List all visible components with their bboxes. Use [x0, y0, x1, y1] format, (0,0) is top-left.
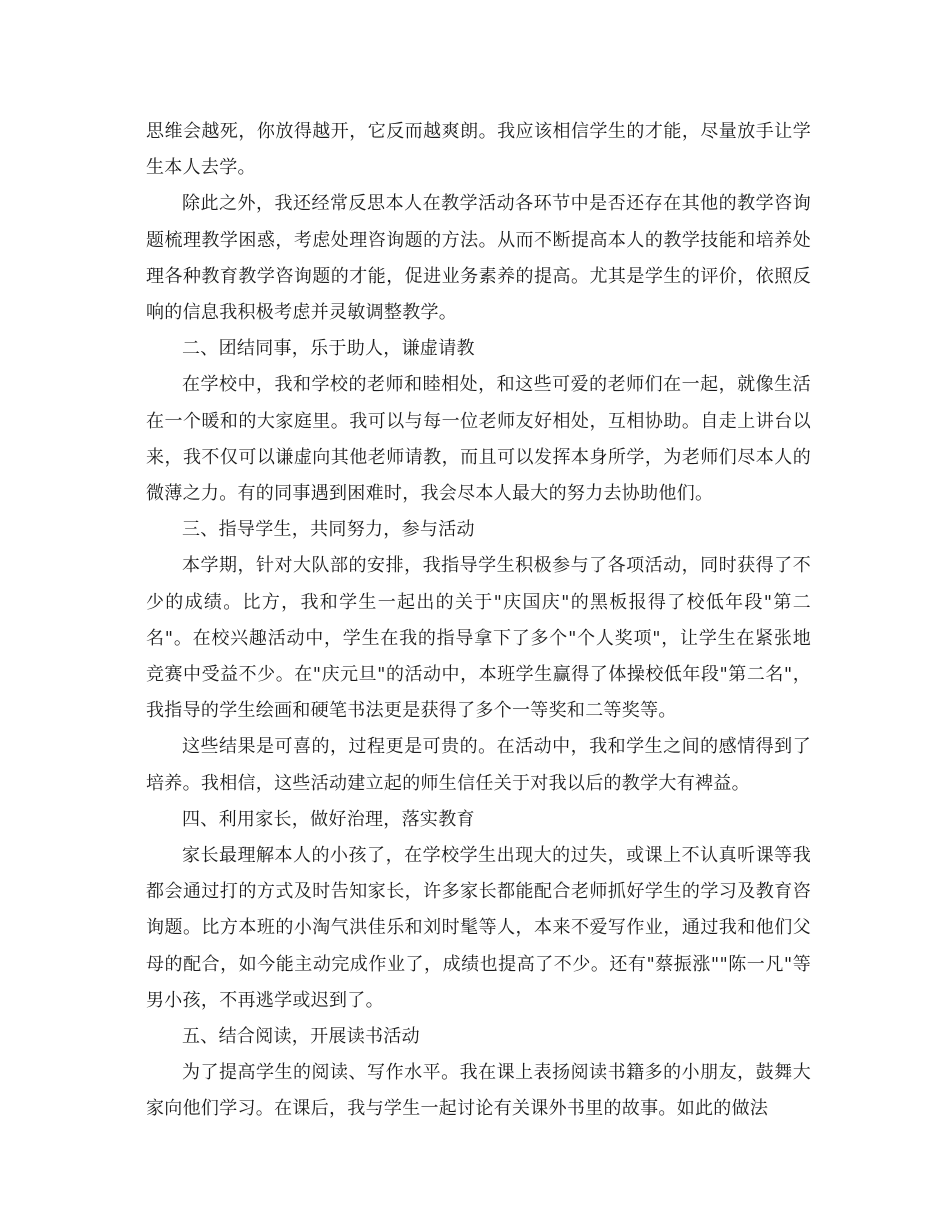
paragraph-1: 思维会越死，你放得越开，它反而越爽朗。我应该相信学生的才能，尽量放手让学生本人去学。 [146, 121, 811, 179]
paragraph-4: 本学期，针对大队部的安排，我指导学生积极参与了各项活动，同时获得了不少的成绩。比方，我和学生一起出的关于"庆国庆"的黑板报得了校低年段"第二名"。在校兴趣活动中，学生在我的指导拿下了多个"个人奖项"，让学生在紧张地竞赛中受益不少。在"庆元旦"的活动中，本班学生赢得了体操校低年段"第二名"，我指导的学生绘画和硬笔书法更是获得了多个一等奖和二等奖等。 [146, 555, 811, 722]
section-heading-2: 二、团结同事，乐于助人，谦虚请教 [182, 338, 475, 360]
paragraph-7: 为了提高学生的阅读、写作水平。我在课上表扬阅读书籍多的小朋友，鼓舞大家向他们学习。在课后，我与学生一起讨论有关课外书里的故事。如此的做法 [146, 1062, 811, 1120]
section-heading-3: 三、指导学生，共同努力，参与活动 [182, 519, 475, 541]
paragraph-6: 家长最理解本人的小孩了，在学校学生出现大的过失，或课上不认真听课等我都会通过打的方式及时告知家长，许多家长都能配合老师抓好学生的学习及教育咨询题。比方本班的小淘气洪佳乐和刘时髦等人，本来不爱写作业，通过我和他们父母的配合，如今能主动完成作业了，成绩也提高了不少。还有"蔡振涨""陈一凡"等男小孩，不再逃学或迟到了。 [146, 845, 811, 1011]
section-heading-4: 四、利用家长，做好治理，落实教育 [182, 808, 475, 830]
section-heading-5: 五、结合阅读，开展读书活动 [182, 1026, 420, 1048]
document-body [146, 114, 811, 1128]
paragraph-3: 在学校中，我和学校的老师和睦相处，和这些可爱的老师们在一起，就像生活在一个暖和的大家庭里。我可以与每一位老师友好相处，互相协助。自走上讲台以来，我不仅可以谦虚向其他老师请教，而且可以发挥本身所学，为老师们尽本人的微薄之力。有的同事遇到困难时，我会尽本人最大的努力去协助他们。 [146, 374, 811, 505]
paragraph-5: 这些结果是可喜的，过程更是可贵的。在活动中，我和学生之间的感情得到了培养。我相信，这些活动建立起的师生信任关于对我以后的教学大有裨益。 [146, 736, 811, 794]
paragraph-2: 除此之外，我还经常反思本人在教学活动各环节中是否还存在其他的教学咨询题梳理教学困惑，考虑处理咨询题的方法。从而不断提高本人的教学技能和培养处理各种教育教学咨询题的才能，促进业务素养的提高。尤其是学生的评价，依照反响的信息我积极考虑并灵敏调整教学。 [146, 193, 811, 324]
